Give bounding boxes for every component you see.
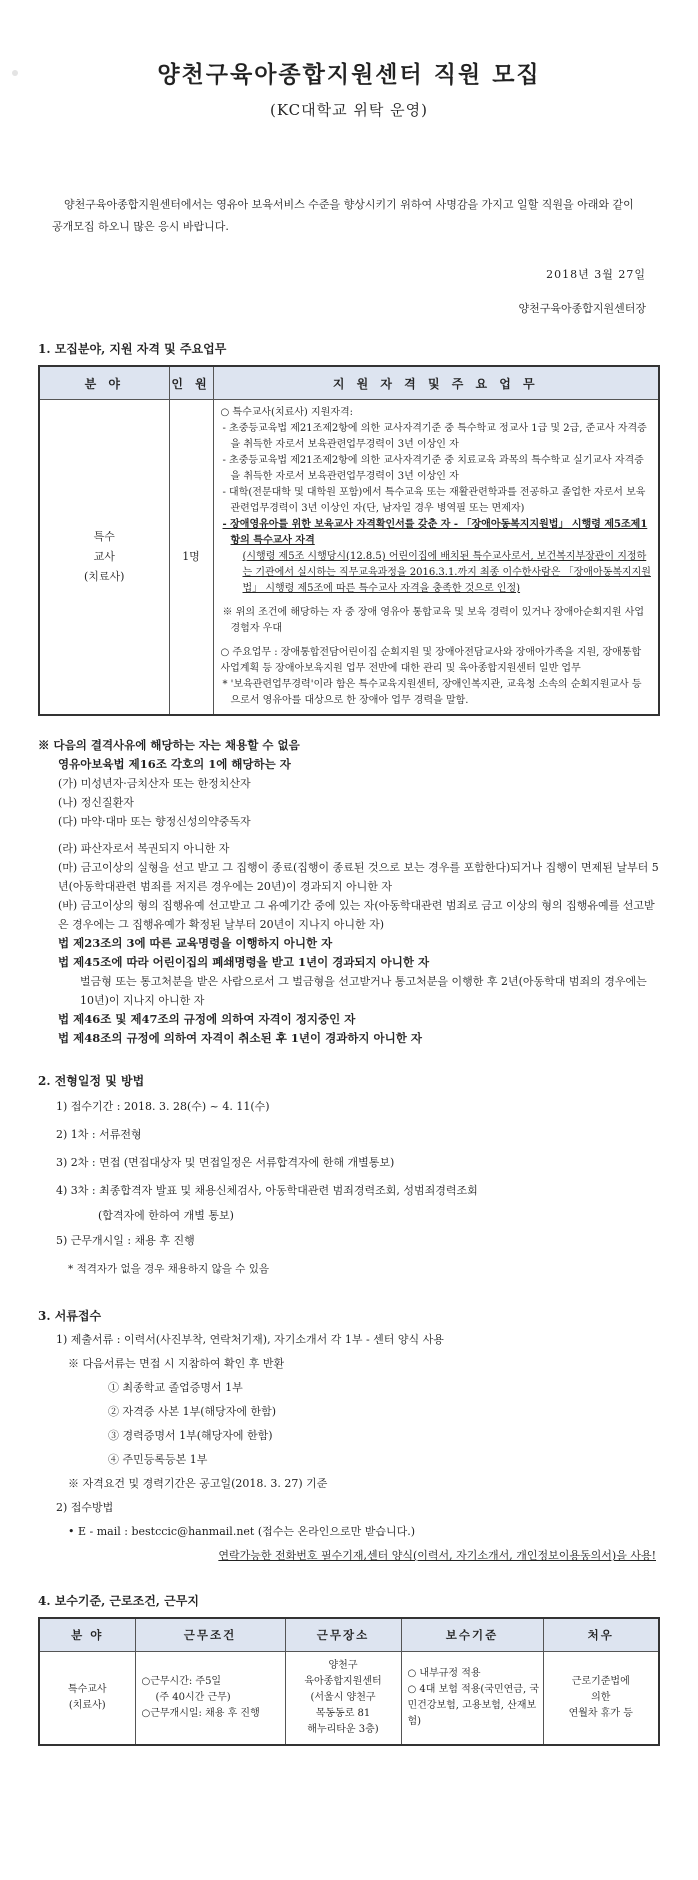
disqualification-block [38, 736, 660, 1048]
treatment-line: 근로기준법에 [571, 1676, 630, 1687]
document-entry: ④ 주민등록등본 1부 [108, 1453, 208, 1466]
section-2-heading: 2. 전형일정 및 방법 [38, 1074, 145, 1088]
table-row [39, 1652, 659, 1746]
field-line: 특수 [93, 530, 115, 543]
qualification-cell [213, 400, 659, 716]
count-cell: 1명 [169, 400, 213, 716]
schedule-item: 3) 2차 : 면접 (면접대상자 및 면접일정은 서류합격자에 한해 개별통보) [56, 1156, 395, 1169]
header-qualification: 지 원 자 격 및 주 요 업 무 [213, 366, 659, 400]
section-1-heading: 1. 모집분야, 지원 자격 및 주요업무 [38, 342, 227, 356]
submission-method: 2) 접수방법 [56, 1501, 114, 1514]
duty-text: 장애통합전담어린이집 순회지원 및 장애아전담교사와 장애아가족을 지원, 장애통합 사업계획 등 장애아보육지원 업무 전반에 대한 관리 및 육아종합지원센터 일반 업무 [220, 647, 642, 674]
place-line: 양천구 [328, 1660, 358, 1671]
header-field: 분 야 [39, 366, 169, 400]
schedule-item: 1) 접수기간 : 2018. 3. 28(수) ~ 4. 11(수) [56, 1100, 270, 1113]
field-line: 교사 [93, 550, 115, 563]
condition-line: ○근무개시일: 채용 후 진행 [141, 1708, 260, 1719]
schedule-item: 5) 근무개시일 : 채용 후 진행 [56, 1234, 195, 1247]
field-line: 특수교사 [67, 1684, 107, 1695]
disq-law: 법 제23조의 3에 따른 교육명령을 이행하지 아니한 자 [58, 936, 333, 950]
page-title: 양천구육아종합지원센터 직원 모집 [157, 61, 541, 88]
pay-line: ○ 4대 보험 적용(국민연금, 국민건강보험, 고용보험, 산재보험) [407, 1684, 539, 1727]
section-4-heading: 4. 보수기준, 근로조건, 근무지 [38, 1594, 199, 1608]
documents-list [38, 1328, 660, 1568]
disq-item: (다) 마약·대마 또는 향정신성의약중독자 [58, 815, 251, 828]
table-row [39, 400, 659, 716]
field-cell [39, 1652, 135, 1746]
field-cell [39, 400, 169, 716]
place-line: (서울시 양천구 [310, 1692, 376, 1703]
header-place: 근무장소 [285, 1618, 401, 1652]
disq-item: (나) 정신질환자 [58, 796, 134, 809]
preference-note: ※ 위의 조건에 해당하는 자 중 장애 영유아 통합교육 및 보육 경력이 있거나 장애아순회지원 사업 경험자 우대 [222, 607, 645, 634]
intro-paragraph: 양천구육아종합지원센터에서는 영유아 보육서비스 수준을 향상시키기 위하여 사명감을 가지고 일할 직원을 아래와 같이 공개모집 하오니 많은 응시 바랍니다. [52, 198, 634, 233]
pay-cell [401, 1652, 543, 1746]
disq-item: (마) 금고이상의 실형을 선고 받고 그 집행이 종료(집행이 종료된 것으로 보는 경우를 포함한다)되거나 집행이 면제된 날부터 5년(아동학대관련 범죄를 저지른 경우에는 20년)이 경과되지 아니한 자 [58, 861, 659, 893]
treatment-line: 연월차 휴가 등 [568, 1708, 633, 1719]
field-line: (치료사) [84, 570, 125, 583]
qual-item: - 초중등교육법 제21조제2항에 의한 교사자격기준 중 치료교육 과목의 특수학교 실기교사 자격증을 취득한 자로서 보육관련업무경력이 3년 이상인 자 [222, 455, 644, 482]
pay-line: ○ 내부규정 적용 [407, 1668, 481, 1679]
header-pay: 보수기준 [401, 1618, 543, 1652]
warning-note: 연락가능한 전화번호 필수기재,센터 양식(이력서, 자기소개서, 개인정보이용동의서)을 사용! [218, 1549, 656, 1562]
disq-item: (라) 파산자로서 복권되지 아니한 자 [58, 842, 230, 855]
treatment-cell [543, 1652, 659, 1746]
schedule-note: * 적격자가 없을 경우 채용하지 않을 수 있음 [68, 1263, 270, 1275]
recruitment-table [38, 365, 660, 716]
place-line: 육아종합지원센터 [304, 1676, 382, 1687]
condition-line: ○근무시간: 주5일 [141, 1676, 222, 1687]
qual-item: - 대학(전문대학 및 대학원 포함)에서 특수교육 또는 재활관련학과를 전공하고 졸업한 자로서 보육관련업무경력이 3년 이상인 자(단, 남자일 경우 병역필 또는 면제자) [222, 487, 646, 514]
condition-line: (주 40시간 근무) [155, 1692, 231, 1703]
disqualification-heading: ※ 다음의 결격사유에 해당하는 자는 채용할 수 없음 [38, 738, 300, 752]
schedule-list [38, 1093, 660, 1283]
conditions-table [38, 1617, 660, 1746]
qual-note: (시행령 제5조 시행당시(12.8.5) 어린이집에 배치된 특수교사로서, 보건복지부장관이 지정하는 기관에서 실시하는 직무교육과정을 2016.3.1.까지 최종 이수한사람은 「장애아동복지지원법」 시행령 제5조에 따른 특수교사 자격을 충족한 것으로 인정) [242, 551, 651, 594]
email-line[interactable]: • E - mail : bestccic@hanmail.net (접수는 온라인으로만 받습니다.) [68, 1525, 416, 1538]
schedule-sub: (합격자에 한하여 개별 통보) [98, 1209, 234, 1222]
corner-mark [12, 70, 18, 76]
documents-note: ※ 자격요건 및 경력기간은 공고일(2018. 3. 27) 기준 [68, 1477, 328, 1490]
documents-note: ※ 다음서류는 면접 시 지참하여 확인 후 반환 [68, 1357, 285, 1370]
disq-item: (바) 금고이상의 형의 집행유예 선고받고 그 유예기간 중에 있는 자(아동학대관련 범죄로 금고 이상의 형의 집행유예를 선고받은 경우에는 그 집행유예가 확정된 날부터 20년이 지나지 아니한 자) [58, 899, 655, 931]
disq-law: 법 제46조 및 제47조의 규정에 의하여 자격이 정지중인 자 [58, 1012, 356, 1026]
post-date: 2018년 3월 27일 [546, 268, 646, 281]
qual-item: - 초중등교육법 제21조제2항에 의한 교사자격기준 중 특수학교 정교사 1급 및 2급, 준교사 자격증을 취득한 자로서 보육관련업무경력이 3년 이상인 자 [222, 423, 647, 450]
place-line: 해누리타운 3층) [307, 1724, 379, 1735]
page-subtitle: (KC대학교 위탁 운영) [270, 101, 428, 119]
disq-item: (가) 미성년자·금치산자 또는 한정치산자 [58, 777, 251, 790]
table-header-row [39, 366, 659, 400]
qual-item: - 장애영유아를 위한 보육교사 자격확인서를 갖춘 자 - 「장애아동복지지원법」 시행령 제5조제1항의 특수교사 자격 [222, 519, 648, 546]
field-line: (치료사) [68, 1700, 106, 1711]
disq-item: 벌금형 또는 통고처분을 받은 사람으로서 그 벌금형을 선고받거나 통고처분을 이행한 후 2년(아동학대 범죄의 경우에는 10년)이 지나지 아니한 자 [80, 975, 647, 1007]
document-entry: ③ 경력증명서 1부(해당자에 한함) [108, 1429, 273, 1442]
conditions-cell [135, 1652, 285, 1746]
table-header-row [39, 1618, 659, 1652]
document [0, 56, 698, 1746]
place-line: 목동동로 81 [315, 1708, 371, 1719]
schedule-item: 4) 3차 : 최종합격자 발표 및 채용신체검사, 아동학대관련 범죄경력조회, 성범죄경력조회 [56, 1184, 478, 1197]
document-entry: ② 자격증 사본 1부(해당자에 한함) [108, 1405, 277, 1418]
place-cell [285, 1652, 401, 1746]
experience-note: * '보육관련업무경력'이라 함은 특수교육지원센터, 장애인복지관, 교육청 소속의 순회지원교사 등으로서 영유아를 대상으로 한 장애아 업무 경력을 말함. [222, 679, 642, 706]
treatment-line: 의한 [591, 1692, 611, 1703]
header-field: 분 야 [39, 1618, 135, 1652]
qual-title: ○ 특수교사(치료사) 지원자격: [220, 407, 354, 418]
issuer: 양천구육아종합지원센터장 [518, 302, 646, 315]
header-conditions: 근무조건 [135, 1618, 285, 1652]
duty-label: ○ 주요업무 : [220, 647, 278, 658]
duty [221, 645, 652, 677]
disq-law: 법 제48조의 규정에 의하여 자격이 취소된 후 1년이 경과하지 아니한 자 [58, 1031, 422, 1045]
documents-item: 1) 제출서류 : 이력서(사진부착, 연락처기재), 자기소개서 각 1부 - 센터 양식 사용 [56, 1333, 444, 1346]
header-count: 인 원 [169, 366, 213, 400]
disq-law: 영유아보육법 제16조 각호의 1에 해당하는 자 [58, 757, 291, 771]
document-entry: ① 최종학교 졸업증명서 1부 [108, 1381, 243, 1394]
schedule-item: 2) 1차 : 서류전형 [56, 1128, 142, 1141]
disq-law: 법 제45조에 따라 어린이집의 폐쇄명령을 받고 1년이 경과되지 아니한 자 [58, 955, 430, 969]
header-treatment: 처우 [543, 1618, 659, 1652]
section-3-heading: 3. 서류접수 [38, 1309, 102, 1323]
